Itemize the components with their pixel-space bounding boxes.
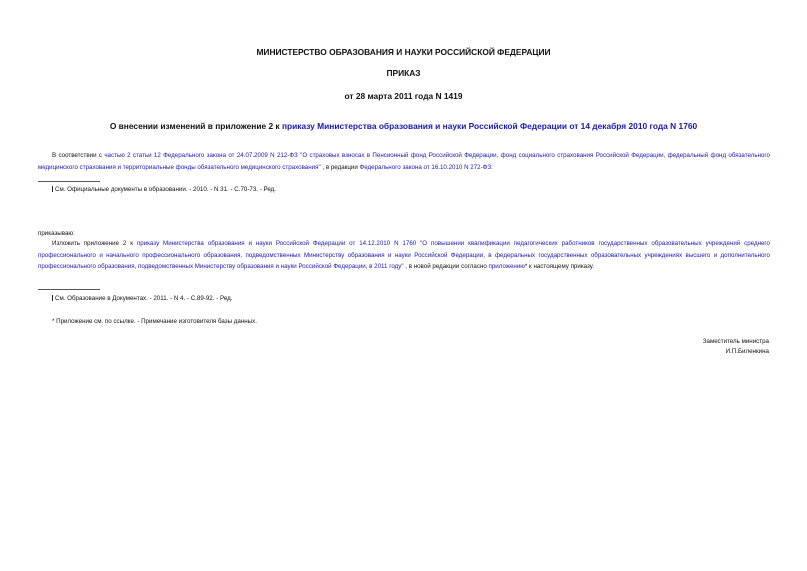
- footnote-education-docs: [52, 294, 232, 303]
- document-date-number: от 28 марта 2011 года N 1419: [344, 91, 463, 101]
- footnote-divider: [38, 181, 100, 182]
- ordered-word: приказываю:: [38, 230, 75, 237]
- footnote-marker-icon: [52, 186, 53, 192]
- basis-suffix: :: [491, 163, 493, 171]
- basis-middle: , в редакции: [320, 163, 360, 171]
- database-note: * Приложение см. по ссылке. - Примечание изготовителя базы данных.: [52, 318, 257, 325]
- federal-law-272-link[interactable]: Федерального закона от 16.10.2010 N 272-ФЗ: [359, 163, 492, 171]
- subject-prefix: О внесении изменений в приложение 2 к: [109, 121, 282, 131]
- footnote-marker-icon: [52, 295, 53, 301]
- order-suffix: * к настоящему приказу.: [524, 263, 595, 271]
- footnote-divider: [38, 289, 100, 290]
- document-type: ПРИКАЗ: [386, 68, 421, 78]
- basis-prefix: В соответствии с: [52, 152, 105, 159]
- footnote-education-docs-text: См. Образование в Документах. - 2011. - N 4. - С.89-92. - Ред.: [55, 295, 233, 302]
- document-subject: [0, 121, 807, 131]
- signatory-title: Заместитель министра: [702, 338, 769, 345]
- appendix-link[interactable]: приложению: [488, 263, 525, 271]
- footnote-official-docs-text: См. Официальные документы в образовании. - 2010. - N 31. - С.70-73. - Ред.: [55, 186, 276, 193]
- order-paragraph: [38, 238, 770, 273]
- order-prefix: Изложить приложение 2 к: [52, 240, 137, 247]
- subject-order-link[interactable]: приказу Министерства образования и науки Российской Федерации от 14 декабря 2010 года N 1760: [281, 121, 698, 131]
- ministry-title: МИНИСТЕРСТВО ОБРАЗОВАНИЯ И НАУКИ РОССИЙСКОЙ ФЕДЕРАЦИИ: [256, 47, 551, 57]
- footnote-official-docs: [52, 185, 276, 194]
- signatory-name: И.П.Биленкина: [725, 348, 769, 355]
- order-1760-link[interactable]: приказу Министерства образования и науки Российской Федерации от 14.12.2010 N 1760 "О повышении квалификации педагогических работников государственных образовательных учреждений среднего профессионального и начального профессионального образования, подведомственных Министерству образования и науки Российской Федерации, в федеральных государственных образовательных учреждениях высшего и дополнительного профессионального образования, подведомственных Министерству образования и науки Российской Федерации, в 2011 году": [38, 240, 770, 271]
- basis-paragraph: [38, 150, 770, 173]
- federal-law-212-link[interactable]: частью 2 статьи 12 Федерального закона от 24.07.2009 N 212-ФЗ "О страховых взносах в Пенсионный фонд Российской Федерации, фонд социального страхования Российской Федерации, федеральный фонд обязательного медицинского страхования и территориальные фонды обязательного медицинского страхования": [38, 152, 770, 171]
- order-middle: , в новой редакции согласно: [403, 263, 489, 271]
